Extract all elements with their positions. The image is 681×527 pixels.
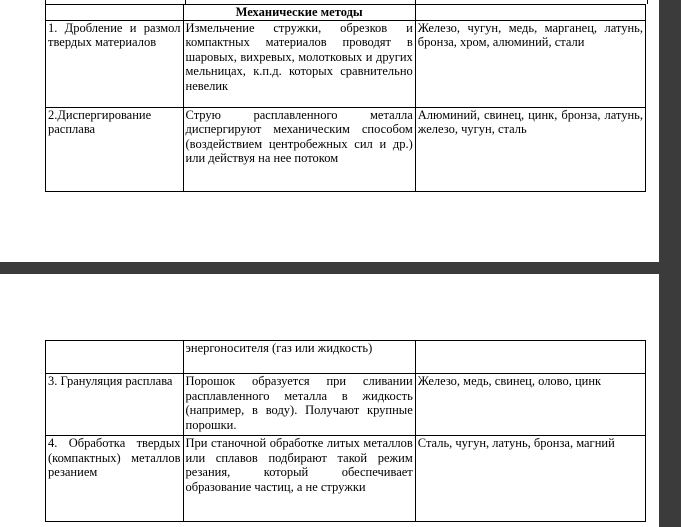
table-header-row bbox=[46, 5, 646, 21]
description-cell: При станочной обработке литых металлов или сплавов подбирают такой режим резания, который обеспечивает образование частиц, а не стружки bbox=[183, 436, 415, 522]
materials-cell: Железо, медь, свинец, олово, цинк bbox=[415, 374, 645, 436]
method-cell bbox=[46, 341, 184, 374]
methods-table-part-2 bbox=[45, 340, 646, 522]
description-cell: энергоносителя (газ или жидкость) bbox=[183, 341, 415, 374]
description-cell: Струю расплавленного металла диспергируют механическим способом (воздействием центробежных сил и др.) или действуя на нее потоком bbox=[183, 107, 415, 191]
page-right-margin bbox=[659, 274, 681, 527]
materials-cell bbox=[415, 341, 645, 374]
table-row bbox=[46, 20, 646, 107]
description-cell: Измельчение стружки, обрезков и компактных материалов проводят в шаровых, вихревых, молотковых и других мельницах, к.п.д. которых сравнительно невелик bbox=[183, 20, 415, 107]
section-header: Механические методы bbox=[183, 5, 415, 21]
method-cell: 3. Грануляция расплава bbox=[46, 374, 184, 436]
materials-cell: Алюминий, свинец, цинк, бронза, латунь, железо, чугун, сталь bbox=[415, 107, 645, 191]
method-cell: 1. Дробление и размол твердых материалов bbox=[46, 20, 184, 107]
page-right-margin bbox=[659, 0, 681, 262]
materials-cell: Сталь, чугун, латунь, бронза, магний bbox=[415, 436, 645, 522]
description-cell: Порошок образуется при сливании расплавленного металла в жидкость (например, в воду). Получают крупные порошки. bbox=[183, 374, 415, 436]
table-row bbox=[46, 341, 646, 374]
methods-table-part-1 bbox=[45, 4, 646, 192]
materials-cell: Железо, чугун, медь, марганец, латунь, бронза, хром, алюминий, стали bbox=[415, 20, 645, 107]
table-row bbox=[46, 374, 646, 436]
table-row bbox=[46, 107, 646, 191]
page-gap bbox=[0, 262, 681, 274]
table-row bbox=[46, 436, 646, 522]
method-cell: 2.Диспергирование расплава bbox=[46, 107, 184, 191]
method-cell: 4. Обработка твердых (компактных) металлов резанием bbox=[46, 436, 184, 522]
